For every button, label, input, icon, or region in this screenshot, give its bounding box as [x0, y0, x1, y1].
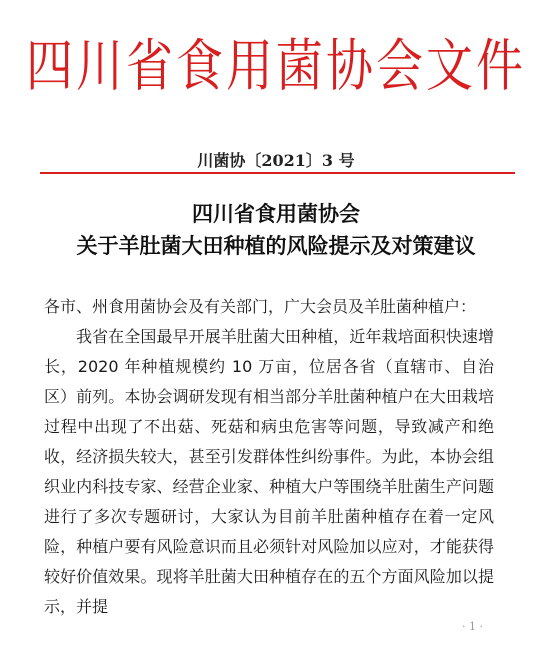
page-number: · 1 ·: [462, 620, 483, 633]
salutation: 各市、州食用菌协会及有关部门，广大会员及羊肚菌种植户：: [44, 297, 477, 316]
document-header-title: 四川省食用菌协会文件: [26, 33, 526, 100]
body-paragraph: 我省在全国最早开展羊肚菌大田种植，近年栽培面积快速增长，2020 年种植规模约 10 万亩，位居各省（直辖市、自治区）前列。本协会调研发现有相当部分羊肚菌种植户在大田栽培过程中出现了不出菇、死菇和病虫危害等问题，导致减产和绝收，经济损失较大，甚至引发群体性纠纷事件。为此，本协会组织业内科技专家、经营企业家、种植大户等围绕羊肚菌生产问题进行了多次专题研讨，大家认为目前羊肚菌种植存在着一定风险，种植户要有风险意识而且必须针对风险加以应对，才能获得较好价值效果。现将羊肚菌大田种植存在的五个方面风险加以提示，并提: [44, 327, 494, 616]
document-number: 川菌协〔2021〕3 号: [197, 151, 355, 170]
document-body: [44, 292, 494, 622]
document-title-line1: 四川省食用菌协会: [192, 201, 360, 226]
document-title-line2: 关于羊肚菌大田种植的风险提示及对策建议: [76, 233, 476, 258]
header-divider: [40, 172, 515, 174]
